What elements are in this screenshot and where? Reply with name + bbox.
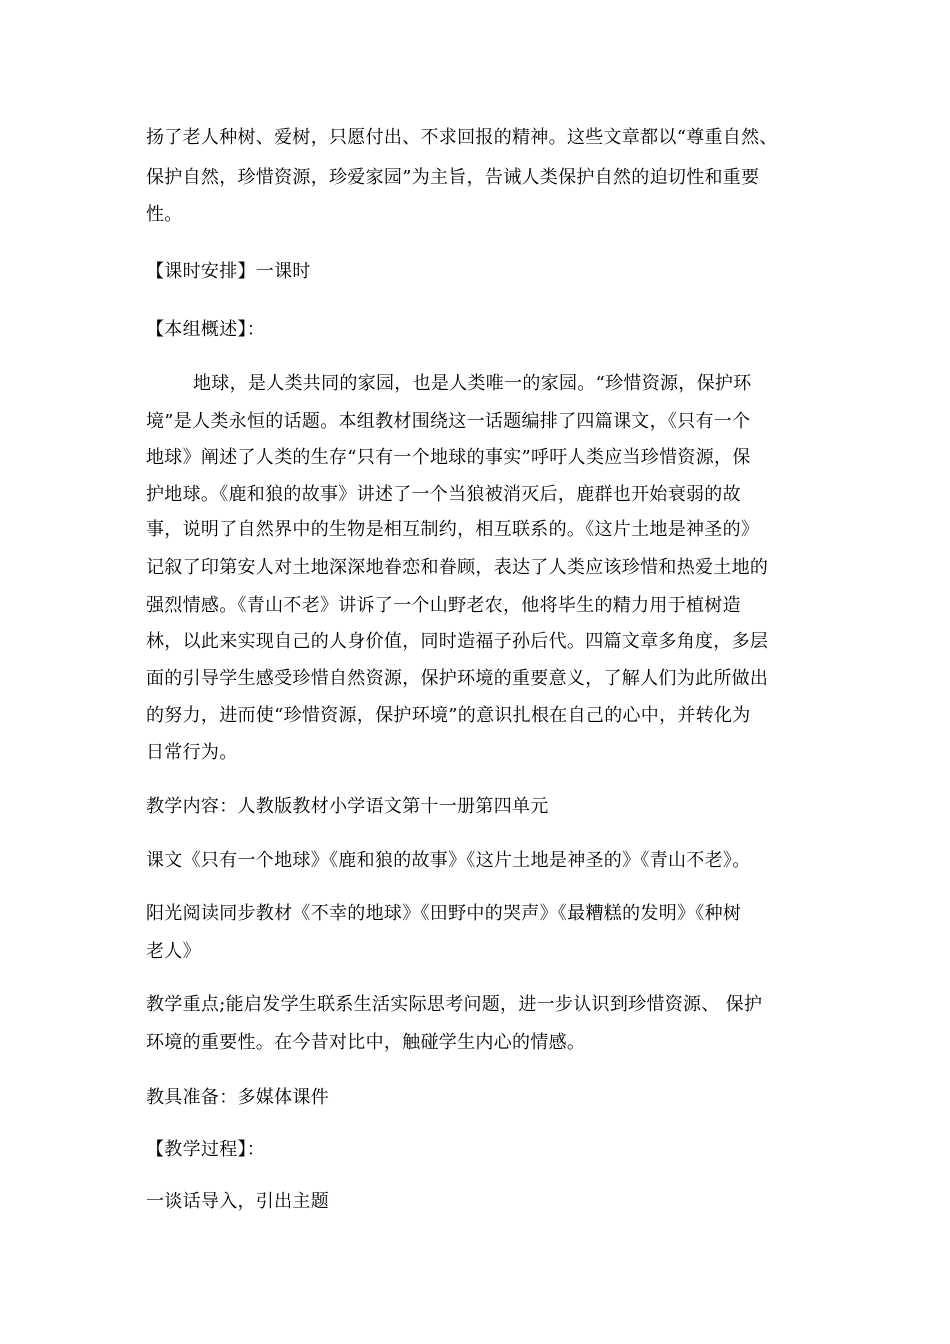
process-heading: 【教学过程】： xyxy=(146,1139,266,1160)
overview-line-2: 境”是人类永恒的话题。本组教材围绕这一话题编排了四篇课文，《只有一个 xyxy=(146,411,751,432)
schedule-heading: 【课时安排】一课时 xyxy=(146,261,311,282)
teaching-content: 教学内容：人教版教材小学语文第十一册第四单元 xyxy=(146,796,549,817)
reading-line-2: 老人》 xyxy=(146,941,201,962)
step-1-heading: 一谈话导入，引出主题 xyxy=(146,1191,329,1212)
overview-line-6: 记叙了印第安人对土地深深地眷恋和眷顾，表达了人类应该珍惜和热爱土地的 xyxy=(146,557,769,578)
focus-line-2: 环境的重要性。在今昔对比中，触碰学生内心的情感。 xyxy=(146,1032,586,1053)
overview-line-8: 林，以此来实现自己的人身价值，同时造福子孙后代。四篇文章多角度，多层 xyxy=(146,631,769,652)
focus-line-1: 教学重点;能启发学生联系生活实际思考问题，进一步认识到珍惜资源、 保护 xyxy=(146,994,763,1015)
lesson-texts: 课文《只有一个地球》《鹿和狼的故事》《这片土地是神圣的》《青山不老》。 xyxy=(146,850,751,871)
intro-line-3: 性。 xyxy=(146,204,183,225)
overview-heading: 【本组概述】： xyxy=(146,319,266,340)
reading-line-1: 阳光阅读同步教材《不幸的地球》《田野中的哭声》《最糟糕的发明》《种树 xyxy=(146,903,742,924)
intro-line-1: 扬了老人种树、爱树，只愿付出、不求回报的精神。这些文章都以“尊重自然、 xyxy=(146,127,778,148)
overview-line-11: 日常行为。 xyxy=(146,742,238,763)
intro-line-2: 保护自然，珍惜资源，珍爱家园”为主旨，告诫人类保护自然的迫切性和重要 xyxy=(146,167,760,188)
materials: 教具准备：多媒体课件 xyxy=(146,1087,329,1108)
overview-line-7: 强烈情感。《青山不老》讲诉了一个山野老农，他将毕生的精力用于植树造 xyxy=(146,595,741,616)
overview-line-3: 地球》阐述了人类的生存“只有一个地球的事实”呼吁人类应当珍惜资源，保 xyxy=(146,447,751,468)
overview-line-5: 事，说明了自然界中的生物是相互制约，相互联系的。《这片土地是神圣的》 xyxy=(146,519,760,540)
overview-line-9: 面的引导学生感受珍惜自然资源，保护环境的重要意义，了解人们为此所做出 xyxy=(146,668,769,689)
overview-line-4: 护地球。《鹿和狼的故事》讲述了一个当狼被消灭后，鹿群也开始衰弱的故 xyxy=(146,484,741,505)
overview-line-1: 地球，是人类共同的家园，也是人类唯一的家园。“珍惜资源，保护环 xyxy=(193,373,752,394)
overview-line-10: 的努力，进而使“珍惜资源，保护环境”的意识扎根在自己的心中，并转化为 xyxy=(146,705,751,726)
